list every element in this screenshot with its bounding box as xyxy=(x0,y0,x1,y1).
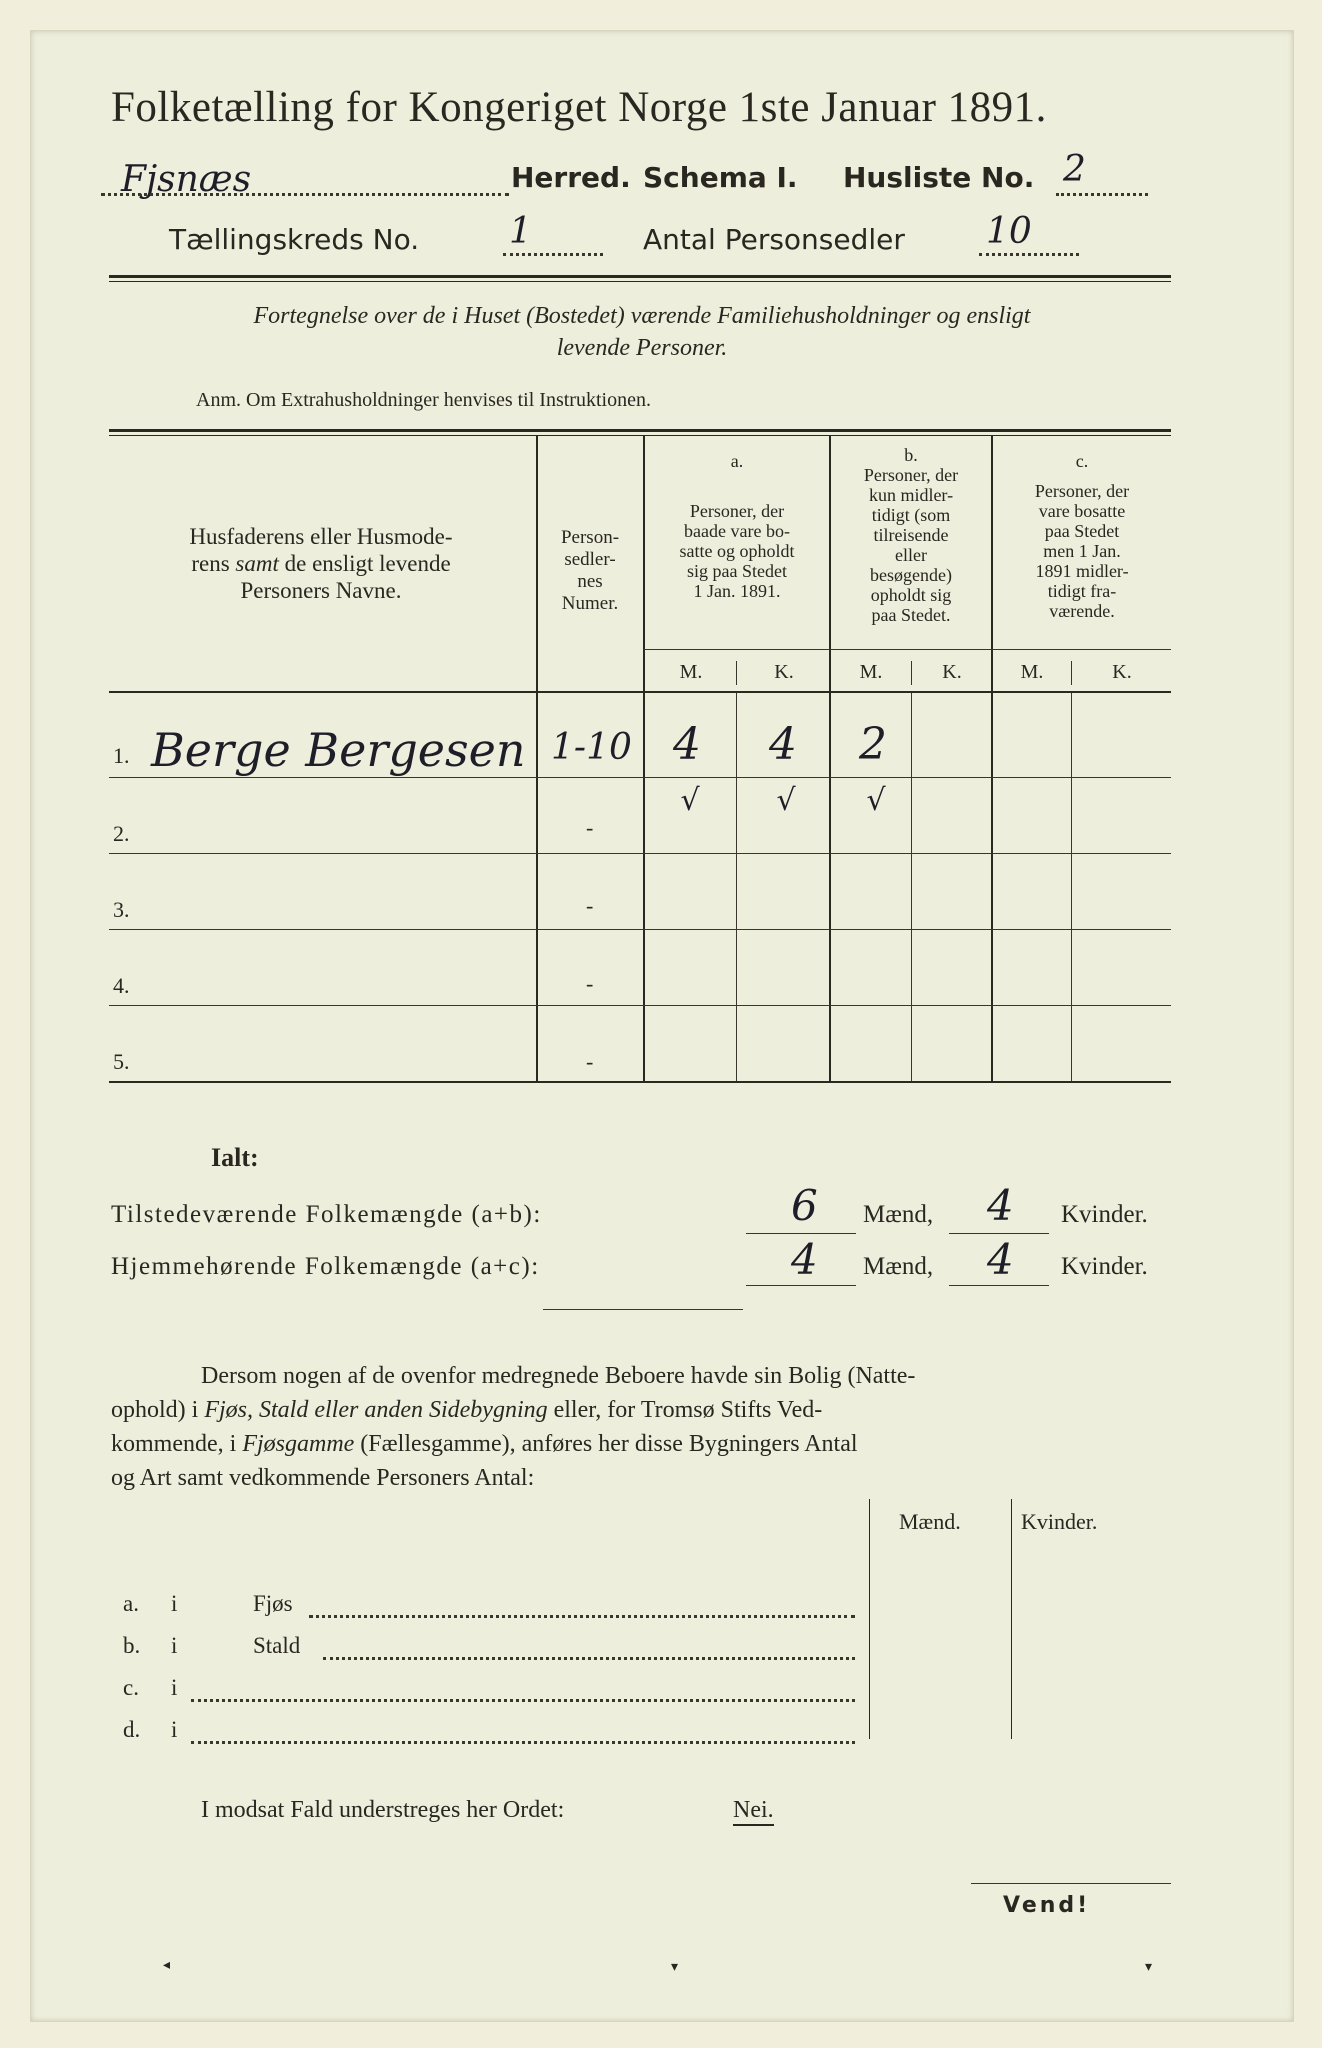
row-3-num: 3. xyxy=(113,897,130,922)
hjemme-k-line xyxy=(949,1285,1049,1286)
vend-label: Vend! xyxy=(1003,1893,1091,1918)
col-a-letter: a. xyxy=(730,451,744,471)
col-a-header-line: Personer, der xyxy=(689,501,785,521)
col-c-letter: c. xyxy=(1075,451,1089,471)
row-1-sedler: 1-10 xyxy=(551,727,632,768)
buildings-kvinder-head: Kvinder. xyxy=(1021,1509,1098,1534)
buildings-vline-1 xyxy=(869,1499,870,1739)
ialt-label: Ialt: xyxy=(211,1143,259,1172)
b-m-label: M. xyxy=(859,661,883,683)
col-c-header-line: vare bosatte xyxy=(1038,501,1126,521)
table-top-rule xyxy=(109,429,1171,432)
tilstede-label: Tilstedeværende Folkemængde (a+b): xyxy=(111,1201,542,1228)
row-line-3 xyxy=(109,929,1171,930)
col-a-header xyxy=(645,501,829,601)
table-top-rule-thin xyxy=(109,435,1171,436)
personsedler-value: 10 xyxy=(986,211,1032,252)
a-k-label: K. xyxy=(774,661,794,683)
col-name-text: de ensligt levende xyxy=(278,551,451,576)
bolig-line-4: og Art samt vedkommende Personers Antal: xyxy=(111,1465,535,1491)
c-k-label: K. xyxy=(1112,661,1132,683)
building-d-i: i xyxy=(171,1717,178,1742)
row-4-dash: - xyxy=(586,971,594,996)
col-c-header-line: paa Stedet xyxy=(1044,521,1120,541)
modsat-text: I modsat Fald understreges her Ordet: xyxy=(201,1797,565,1823)
building-c-letter: c. xyxy=(123,1675,139,1700)
row-5-num: 5. xyxy=(113,1049,130,1074)
husliste-value: 2 xyxy=(1063,149,1086,190)
buildings-vline-2 xyxy=(1011,1499,1012,1739)
col-num-header xyxy=(538,527,642,615)
bolig-text: Fjøs, Stald eller anden Sidebygning xyxy=(204,1397,548,1423)
col-c-header-line: Personer, der xyxy=(1034,481,1130,501)
building-b-i: i xyxy=(171,1633,178,1658)
header-rule-thin xyxy=(109,281,1171,282)
col-b-header-line: eller xyxy=(895,545,927,565)
row-line-1 xyxy=(109,777,1171,778)
intro-line-1: Fortegnelse over de i Huset (Bostedet) værende Familiehusholdninger og ensligt xyxy=(253,303,1031,329)
tilstede-m-value: 6 xyxy=(791,1181,818,1230)
col-b-header xyxy=(831,465,991,625)
personsedler-dotline xyxy=(979,253,1079,256)
bolig-line-3 xyxy=(111,1427,1173,1461)
col-a-header-line: baade vare bo- xyxy=(684,521,790,541)
col-b-header-line: besøgende) xyxy=(870,565,952,585)
col-num-header-line: sedler- xyxy=(564,549,616,570)
nei-word: Nei. xyxy=(733,1797,774,1826)
herred-label: Herred. xyxy=(511,161,631,194)
building-a-letter: a. xyxy=(123,1591,139,1616)
row-5-dash: - xyxy=(586,1049,594,1074)
col-b-header-line: Personer, der xyxy=(863,465,959,485)
row-1-a-k: 4 xyxy=(769,719,797,770)
col-a-header-line: 1 Jan. 1891. xyxy=(693,581,781,601)
building-d-dots xyxy=(191,1741,855,1744)
bolig-text: eller, for Tromsø Stifts Ved- xyxy=(547,1397,823,1423)
row-1-a-m: 4 xyxy=(673,719,701,770)
hjemme-label: Hjemmehørende Folkemængde (a+c): xyxy=(111,1253,540,1280)
husliste-dotline xyxy=(1056,193,1148,196)
intro-line-2: levende Personer. xyxy=(556,335,728,361)
corner-mark-mid: ▾ xyxy=(671,1959,679,1975)
bolig-text: kommende, i xyxy=(111,1431,243,1457)
a-m-label: M. xyxy=(679,661,703,683)
col-num-header-line: nes xyxy=(577,571,603,592)
col-num-header-line: Numer. xyxy=(561,593,619,614)
col-name-header xyxy=(111,523,531,604)
building-c-dots xyxy=(191,1699,855,1702)
col-c-header-line: men 1 Jan. xyxy=(1043,541,1121,561)
col-name-text: samt xyxy=(235,551,279,576)
bolig-text: Fjøsgamme xyxy=(242,1431,355,1457)
building-a-label: Fjøs xyxy=(253,1591,293,1616)
kreds-label: Tællingskreds No. xyxy=(169,223,420,256)
col-c-header-line: værende. xyxy=(1049,601,1115,621)
table-bottom-rule xyxy=(109,1081,1171,1083)
tilstede-maend: Mænd, xyxy=(863,1201,934,1228)
row-1-b-m-check: √ xyxy=(866,783,886,818)
row-1-b-m: 2 xyxy=(859,719,887,770)
mk-sep-a xyxy=(736,661,737,685)
hjemme-m-line xyxy=(746,1285,856,1286)
col-num-header-line: Person- xyxy=(560,527,620,548)
col-c-header-line: 1891 midler- xyxy=(1035,561,1129,581)
row-3-dash: - xyxy=(586,893,594,918)
corner-mark-right: ▾ xyxy=(1145,1959,1153,1975)
col-name-header-line xyxy=(111,550,531,577)
bolig-text: (Fællesgamme), anføres her disse Bygningers Antal xyxy=(354,1431,858,1457)
personsedler-label: Antal Personsedler xyxy=(643,223,905,256)
b-k-label: K. xyxy=(942,661,962,683)
bolig-line-2 xyxy=(111,1393,1173,1427)
header-rule-thick xyxy=(109,275,1171,278)
row-2-dash: - xyxy=(586,815,594,840)
row-1-a-m-check: √ xyxy=(680,783,700,818)
col-name-text: rens xyxy=(191,551,236,576)
row-1-name: Berge Bergesen xyxy=(151,723,526,777)
c-m-label: M. xyxy=(1020,661,1044,683)
row-2-num: 2. xyxy=(113,821,130,846)
row-line-4 xyxy=(109,1005,1171,1006)
husliste-label: Husliste No. xyxy=(843,161,1035,194)
corner-mark-left: ◂ xyxy=(163,1957,171,1973)
section-divider xyxy=(543,1309,743,1310)
tilstede-m-line xyxy=(746,1233,856,1234)
col-b-header-line: tilreisende xyxy=(873,525,949,545)
hjemme-m-value: 4 xyxy=(791,1235,818,1284)
col-b-letter: b. xyxy=(904,445,918,465)
mk-header-rule xyxy=(643,649,1171,650)
census-form-sheet xyxy=(30,30,1294,2022)
building-b-letter: b. xyxy=(123,1633,141,1658)
tilstede-kvinder: Kvinder. xyxy=(1061,1201,1148,1228)
col-name-header-line: Personers Navne. xyxy=(240,578,402,603)
form-title: Folketælling for Kongeriget Norge 1ste Januar 1891. xyxy=(111,84,1047,131)
mk-sep-c xyxy=(1071,661,1072,685)
col-a-header-line: satte og opholdt xyxy=(679,541,795,561)
schema-label: Schema I. xyxy=(643,161,798,194)
hjemme-kvinder: Kvinder. xyxy=(1061,1253,1148,1280)
col-sep-c xyxy=(1071,693,1072,1081)
col-b-header-line: kun midler- xyxy=(868,485,954,505)
building-a-dots xyxy=(309,1615,855,1618)
row-line-2 xyxy=(109,853,1171,854)
col-b-header-line: paa Stedet. xyxy=(871,605,951,625)
bolig-text: ophold) i xyxy=(111,1397,205,1423)
col-c-header-line: tidigt fra- xyxy=(1047,581,1117,601)
bolig-paragraph xyxy=(111,1359,1173,1495)
tilstede-k-line xyxy=(949,1233,1049,1234)
kreds-dotline xyxy=(503,253,603,256)
row-4-num: 4. xyxy=(113,973,130,998)
col-sep-a xyxy=(736,693,737,1081)
building-b-dots xyxy=(323,1657,855,1660)
hjemme-maend: Mænd, xyxy=(863,1253,934,1280)
vend-rule xyxy=(971,1883,1171,1884)
kreds-value: 1 xyxy=(509,211,532,252)
tilstede-k-value: 4 xyxy=(987,1181,1014,1230)
bolig-line-1: Dersom nogen af de ovenfor medregnede Beboere havde sin Bolig (Natte- xyxy=(201,1363,916,1389)
col-a-header-line: sig paa Stedet xyxy=(687,561,787,581)
intro-note: Anm. Om Extrahusholdninger henvises til Instruktionen. xyxy=(196,389,651,411)
hjemme-k-value: 4 xyxy=(987,1235,1014,1284)
building-a-i: i xyxy=(171,1591,178,1616)
row-1-a-k-check: √ xyxy=(776,783,796,818)
row-1-num: 1. xyxy=(113,743,130,768)
herred-value: Fjsnæs xyxy=(121,159,252,200)
col-b-header-line: opholdt sig xyxy=(870,585,952,605)
herred-dotline xyxy=(101,193,509,196)
building-d-letter: d. xyxy=(123,1717,141,1742)
header-bottom-rule xyxy=(109,691,1171,693)
col-c-header xyxy=(993,481,1171,621)
col-b-header-line: tidigt (som xyxy=(871,505,951,525)
building-b-label: Stald xyxy=(253,1633,301,1658)
mk-sep-b xyxy=(911,661,912,685)
buildings-maend-head: Mænd. xyxy=(899,1509,961,1534)
col-sep-b xyxy=(911,693,912,1081)
building-c-i: i xyxy=(171,1675,178,1700)
col-name-header-line: Husfaderens eller Husmode- xyxy=(189,524,453,549)
